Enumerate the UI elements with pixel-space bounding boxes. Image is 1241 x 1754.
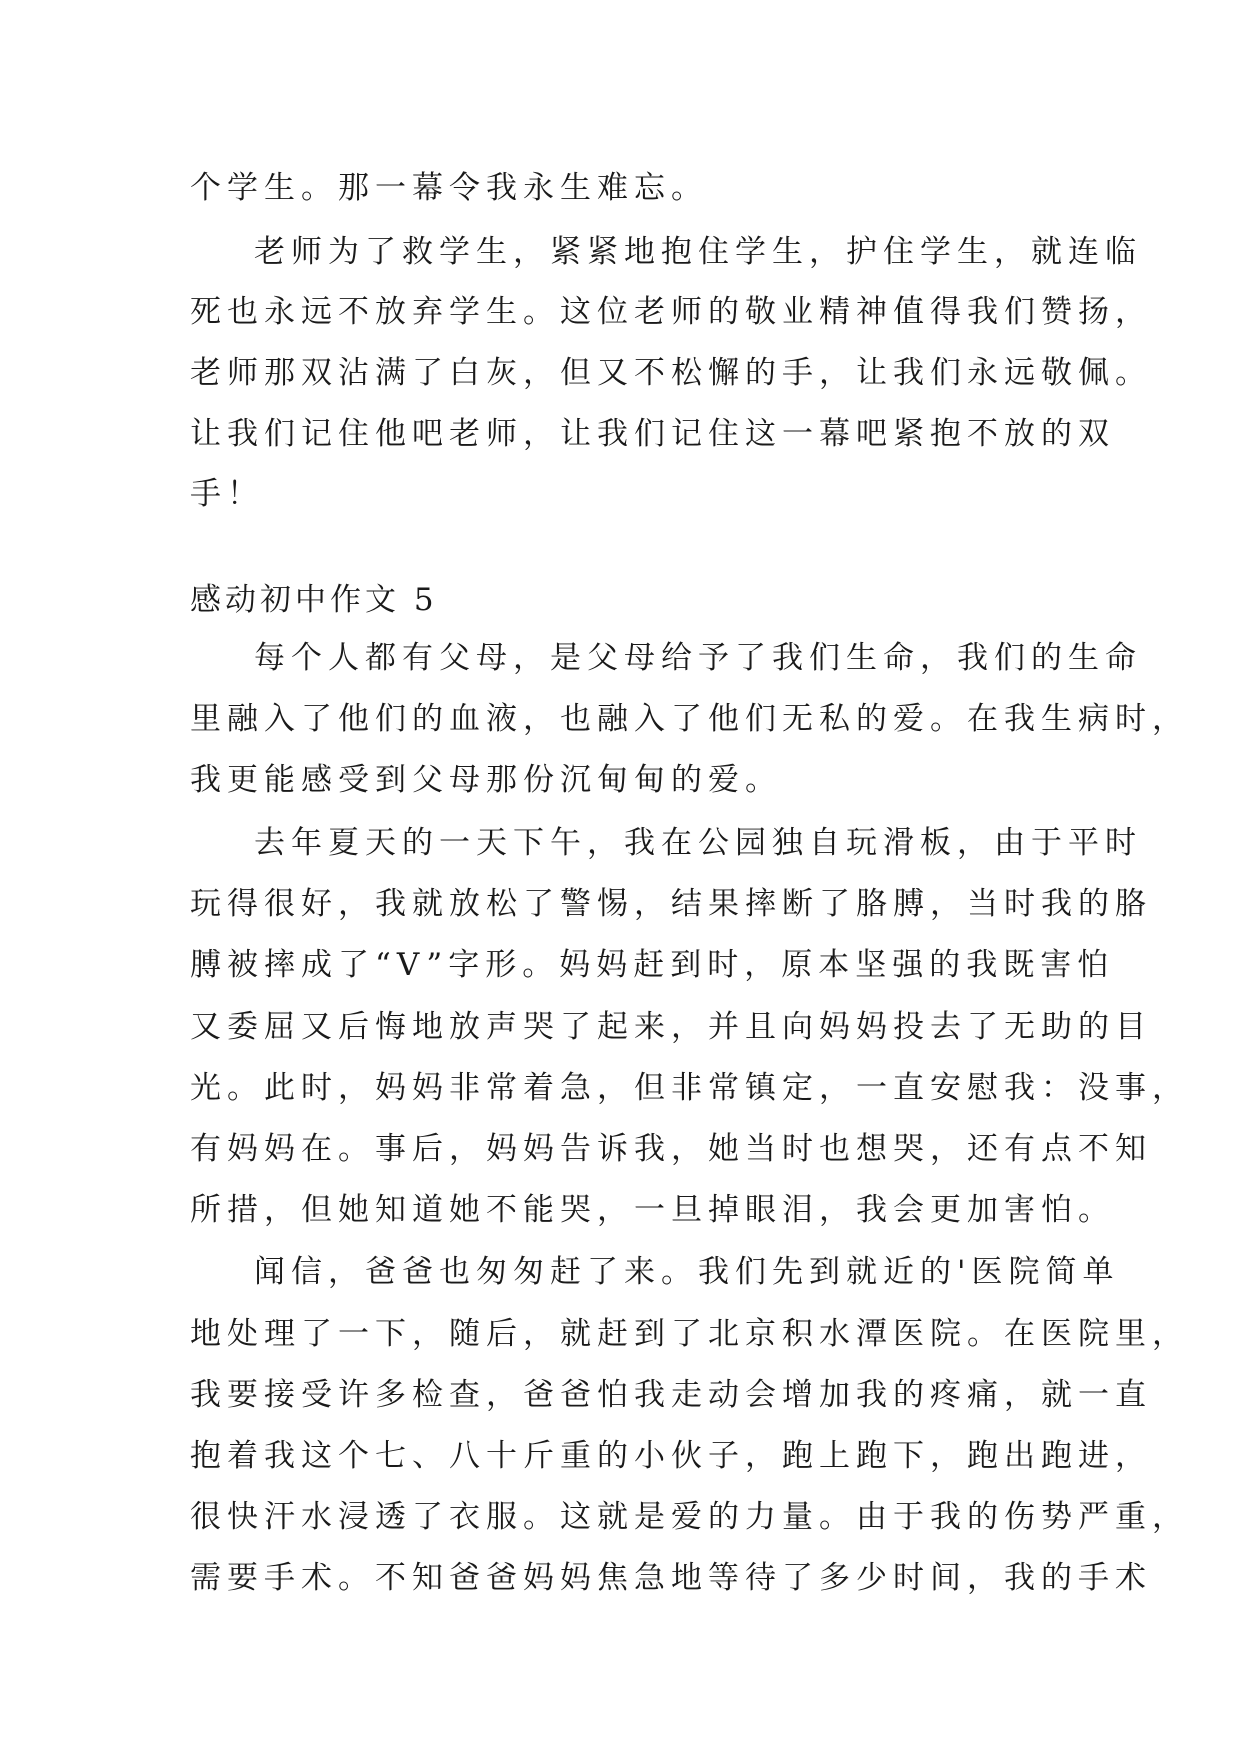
paragraph-line: 让我们记住他吧老师，让我们记住这一幕吧紧抱不放的双: [190, 416, 1115, 452]
paragraph-line: 个学生。那一幕令我永生难忘。: [190, 170, 708, 206]
paragraph-line: 老师为了救学生，紧紧地抱住学生，护住学生，就连临: [254, 234, 1142, 270]
paragraph-line: 所措，但她知道她不能哭，一旦掉眼泪，我会更加害怕。: [190, 1192, 1115, 1228]
paragraph-line: 需要手术。不知爸爸妈妈焦急地等待了多少时间，我的手术: [190, 1560, 1152, 1596]
paragraph-line: 每个人都有父母，是父母给予了我们生命，我们的生命: [254, 640, 1142, 676]
paragraph-line: 玩得很好，我就放松了警惕，结果摔断了胳膊，当时我的胳: [190, 886, 1152, 922]
paragraph-line: 又委屈又后悔地放声哭了起来，并且向妈妈投去了无助的目: [190, 1009, 1152, 1045]
paragraph-line: 老师那双沾满了白灰，但又不松懈的手，让我们永远敬佩。: [190, 355, 1152, 391]
paragraph-line: 地处理了一下，随后，就赶到了北京积水潭医院。在医院里，: [190, 1316, 1189, 1352]
paragraph-line: 有妈妈在。事后，妈妈告诉我，她当时也想哭，还有点不知: [190, 1131, 1152, 1167]
section-heading: 感动初中作文 5: [190, 582, 438, 618]
paragraph-line: 我要接受许多检查，爸爸怕我走动会增加我的疼痛，就一直: [190, 1377, 1152, 1413]
paragraph-line: 死也永远不放弃学生。这位老师的敬业精神值得我们赞扬，: [190, 294, 1152, 330]
paragraph-line: 光。此时，妈妈非常着急，但非常镇定，一直安慰我：没事，: [190, 1070, 1189, 1106]
paragraph-line: 闻信，爸爸也匆匆赶了来。我们先到就近的'医院简单: [254, 1254, 1120, 1290]
paragraph-line: 抱着我这个七、八十斤重的小伙子，跑上跑下，跑出跑进，: [190, 1438, 1152, 1474]
paragraph-line: 里融入了他们的血液，也融入了他们无私的爱。在我生病时，: [190, 701, 1189, 737]
paragraph-line: 膊被摔成了“V”字形。妈妈赶到时，原本坚强的我既害怕: [190, 947, 1115, 983]
paragraph-line: 去年夏天的一天下午，我在公园独自玩滑板，由于平时: [254, 825, 1142, 861]
paragraph-line: 很快汗水浸透了衣服。这就是爱的力量。由于我的伤势严重，: [190, 1499, 1189, 1535]
paragraph-line: 手！: [190, 476, 264, 512]
paragraph-line: 我更能感受到父母那份沉甸甸的爱。: [190, 762, 782, 798]
